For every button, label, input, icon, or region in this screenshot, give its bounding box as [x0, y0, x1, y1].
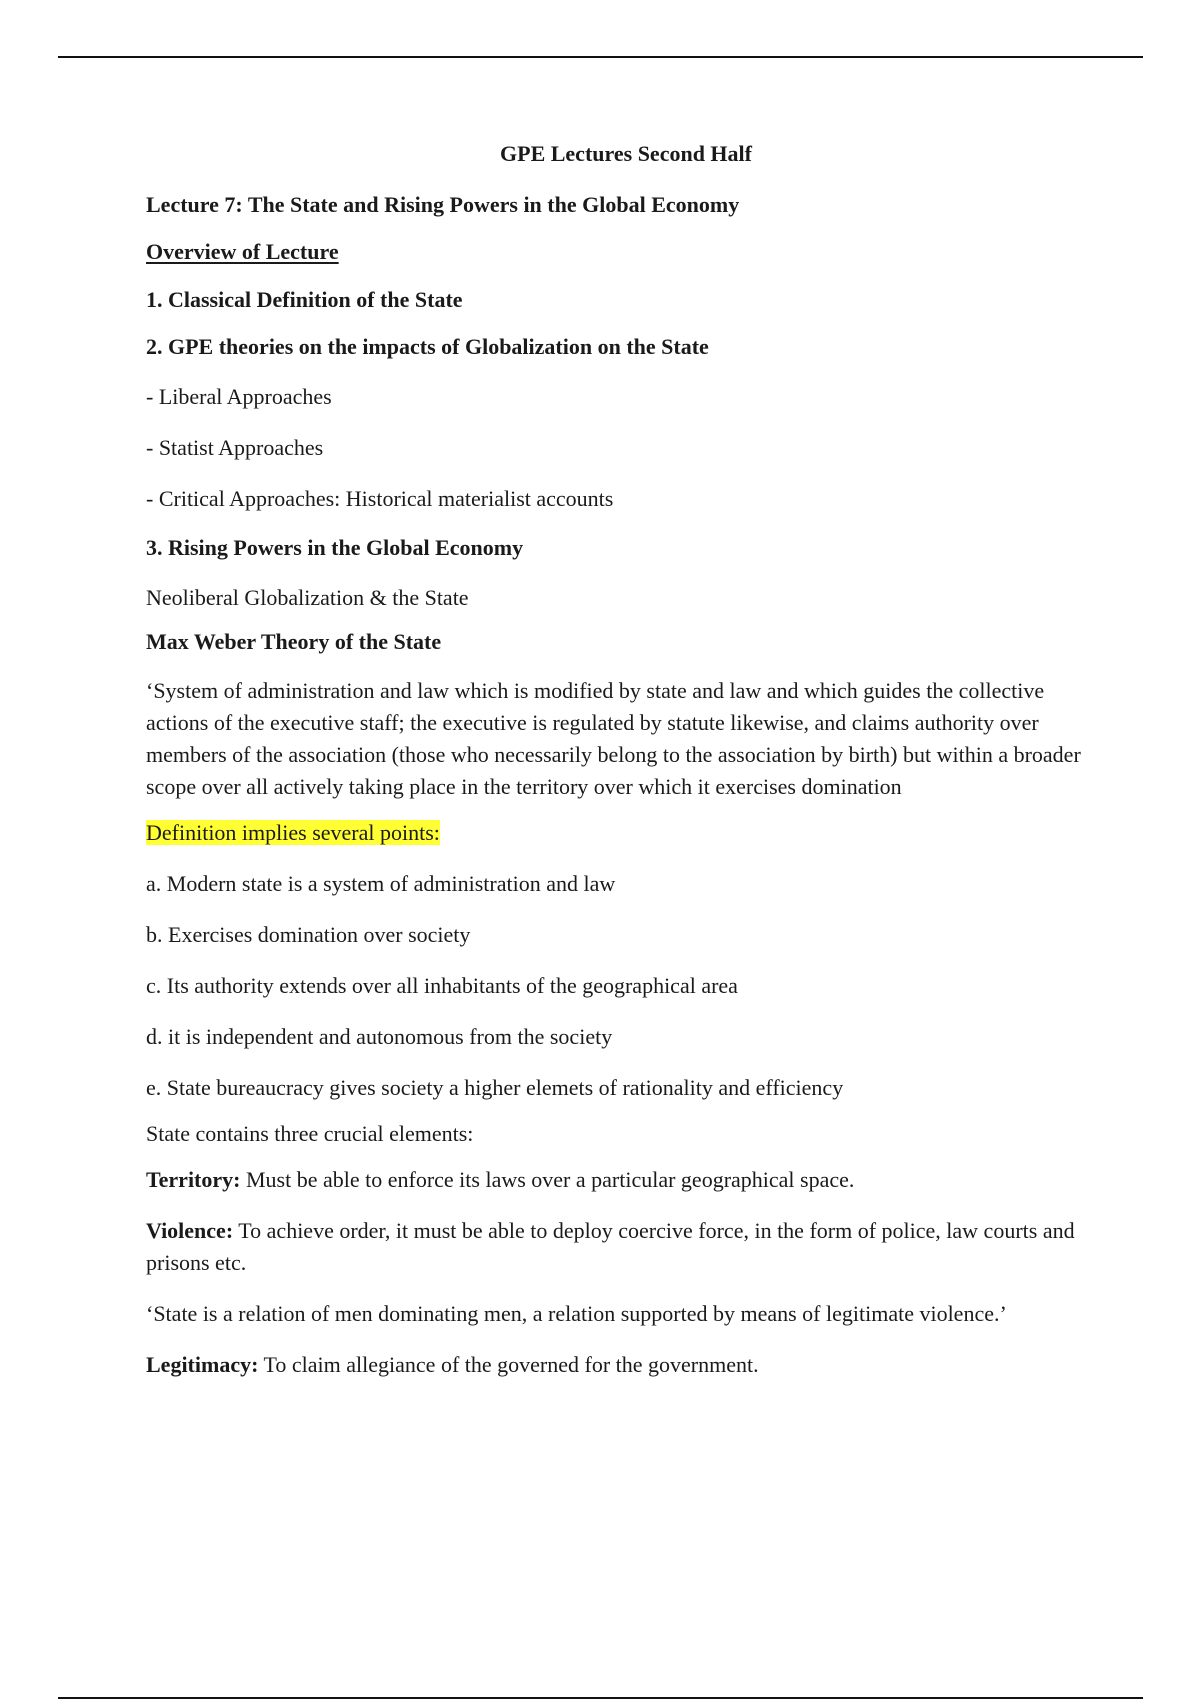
definition-intro [146, 817, 1106, 849]
section-3-heading: 3. Rising Powers in the Global Economy [146, 534, 524, 560]
violence-text: To achieve order, it must be able to deploy coercive force, in the form of police, law courts and prisons etc. [146, 1218, 1075, 1276]
lecture-heading: Lecture 7: The State and Rising Powers in the Global Economy [146, 191, 740, 217]
point-d: d. it is independent and autonomous from the society [146, 1024, 613, 1050]
outline-item-2: 2. GPE theories on the impacts of Globalization on the State [146, 334, 709, 360]
elements-intro: State contains three crucial elements: [146, 1121, 474, 1147]
territory-label: Territory: [146, 1167, 241, 1193]
outline-item-1: 1. Classical Definition of the State [146, 286, 463, 312]
point-a: a. Modern state is a system of administration and law [146, 871, 616, 897]
violence-paragraph [146, 1215, 1106, 1279]
point-b: b. Exercises domination over society [146, 922, 471, 948]
legitimacy-label: Legitimacy: [146, 1352, 259, 1378]
legitimacy-text: To claim allegiance of the governed for the government. [258, 1352, 759, 1378]
overview-heading-text: Overview of Lecture [146, 239, 339, 265]
definition-intro-highlight: Definition implies several points: [146, 820, 440, 846]
legitimacy-paragraph [146, 1349, 1106, 1381]
territory-text: Must be able to enforce its laws over a particular geographical space. [240, 1167, 855, 1193]
top-rule [58, 56, 1143, 58]
violence-label: Violence: [146, 1218, 234, 1244]
document-title: GPE Lectures Second Half [500, 141, 752, 166]
bottom-rule [58, 1697, 1143, 1699]
approach-statist: - Statist Approaches [146, 434, 324, 460]
state-quote: ‘State is a relation of men dominating men, a relation supported by means of legitimate violence.’ [146, 1301, 1007, 1327]
approach-liberal: - Liberal Approaches [146, 383, 332, 409]
point-e: e. State bureaucracy gives society a higher elemets of rationality and efficiency [146, 1075, 844, 1101]
weber-quote: ‘System of administration and law which is modified by state and law and which guides the collective actions of the executive staff; the executive is regulated by statute likewise, and claims authority over members of the association (those who necessarily belong to the association by birth) but within a broader scope over all actively taking place in the territory over which it exercises domination [146, 678, 1081, 800]
overview-heading [146, 238, 1106, 267]
territory-paragraph [146, 1164, 1106, 1196]
neoliberal-subtitle: Neoliberal Globalization & the State [146, 584, 469, 610]
weber-heading: Max Weber Theory of the State [146, 628, 442, 654]
approach-critical: - Critical Approaches: Historical materialist accounts [146, 485, 614, 511]
document-page [146, 140, 1106, 1400]
point-c: c. Its authority extends over all inhabitants of the geographical area [146, 973, 738, 999]
